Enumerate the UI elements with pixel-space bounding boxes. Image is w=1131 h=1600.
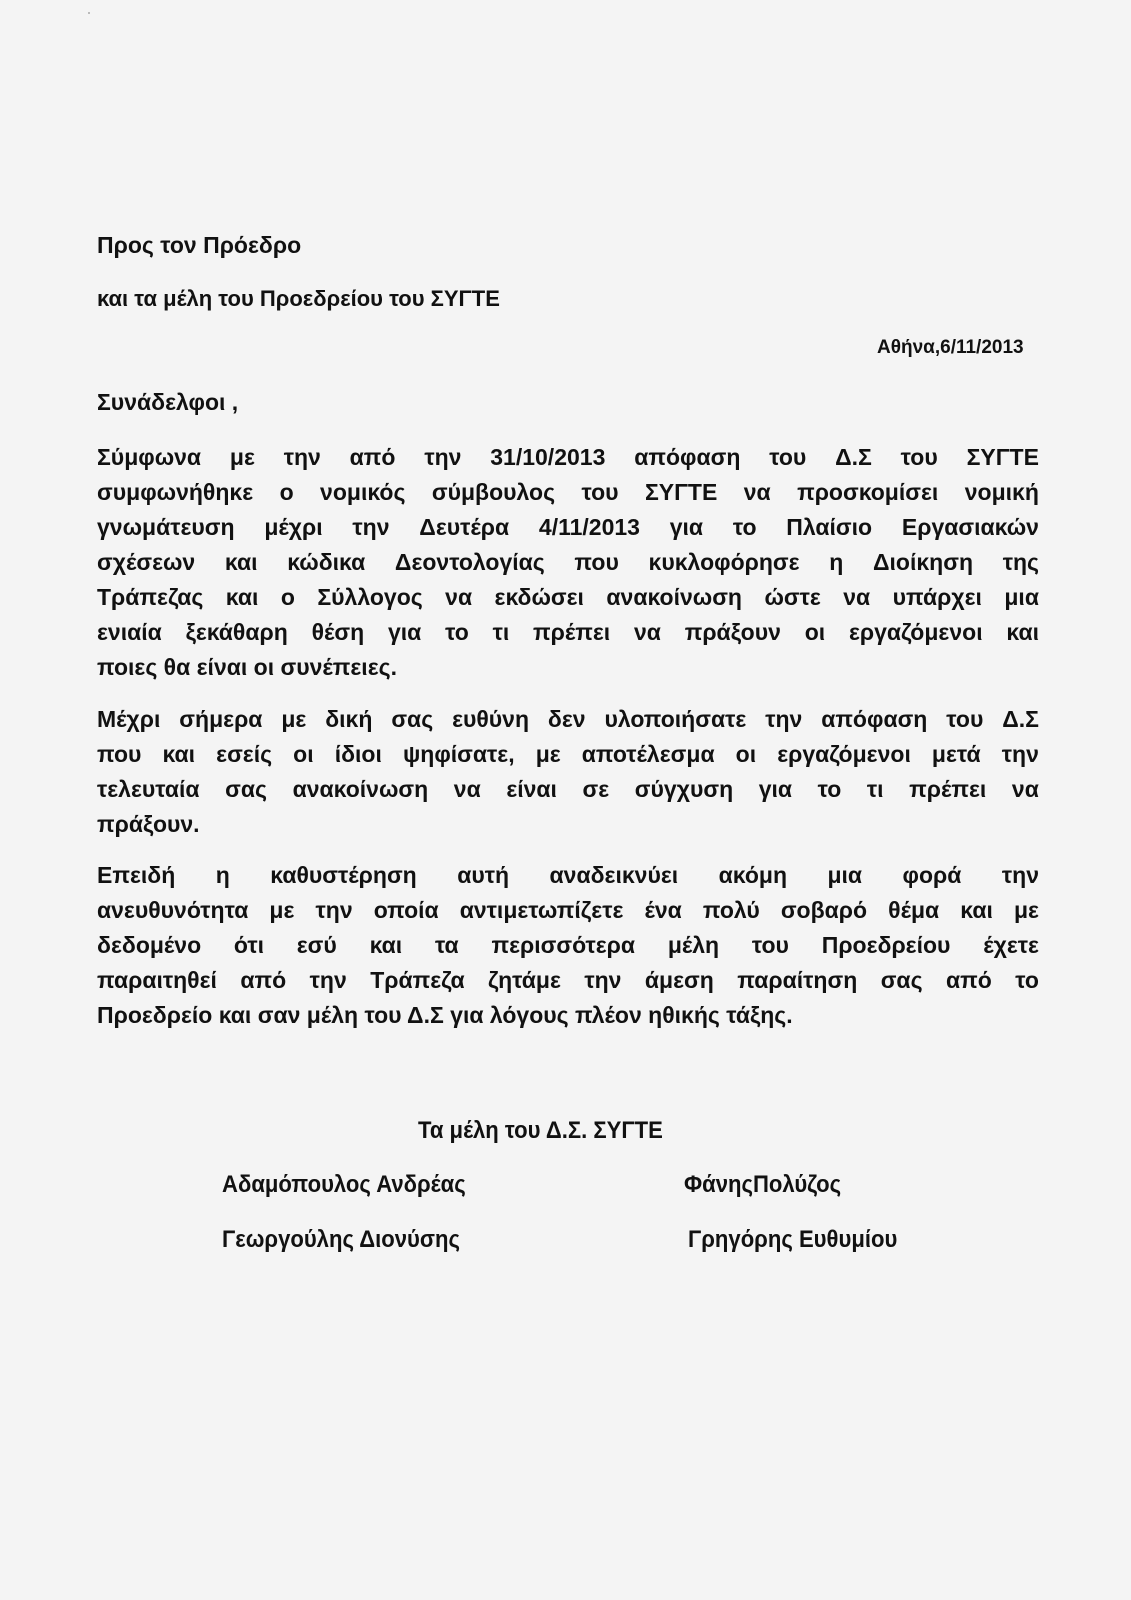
word: σοβαρό	[780, 897, 868, 923]
word: είναι	[506, 776, 557, 802]
word: Σύμφωνα	[97, 444, 202, 470]
signature-name: ΦάνηςΠολύζος	[684, 1171, 842, 1198]
word: του	[946, 706, 984, 732]
paragraph-line	[97, 583, 1039, 611]
word: εργαζόμενοι	[848, 619, 983, 645]
word: κώδικα	[287, 549, 366, 575]
word: πρέπει	[533, 619, 611, 645]
word: καθυστέρηση	[270, 862, 417, 888]
scan-speck	[88, 12, 90, 14]
word: Σύλλογος	[317, 584, 423, 610]
word: ξεκάθαρη	[185, 619, 288, 645]
word: και	[225, 584, 259, 610]
word: και	[960, 897, 993, 923]
word: τι	[492, 619, 510, 645]
signature-name: Γεωργούλης Διονύσης	[222, 1226, 460, 1253]
word: σύμβουλος	[431, 479, 556, 505]
word: την	[352, 514, 390, 540]
signature-name: Αδαμόπουλος Ανδρέας	[222, 1171, 466, 1198]
paragraph-line	[97, 966, 1039, 994]
word: Δευτέρα	[419, 514, 510, 540]
word: μετά	[931, 741, 981, 767]
word: με	[535, 741, 561, 767]
word: το	[445, 619, 469, 645]
word: ίδιοι	[334, 741, 382, 767]
word: Δεοντολογίας	[394, 549, 545, 575]
paragraph-line	[97, 548, 1039, 576]
word: με	[269, 897, 295, 923]
word: 31/10/2013	[490, 444, 606, 470]
paragraph-line: ποιες θα είναι οι συνέπειες.	[97, 654, 397, 680]
word: με	[1013, 897, 1039, 923]
word: σήμερα	[179, 706, 263, 732]
word: για	[669, 514, 704, 540]
word: ΣΥΓΤΕ	[644, 479, 718, 505]
word: αναδεικνύει	[549, 862, 679, 888]
word: να	[445, 584, 473, 610]
word: του	[769, 444, 807, 470]
word: να	[743, 479, 771, 505]
word: του	[751, 932, 789, 958]
word: που	[97, 741, 142, 767]
paragraph-line: Προεδρείο και σαν μέλη του Δ.Σ για λόγους πλέον ηθικής τάξης.	[97, 1002, 793, 1028]
word: ο	[280, 584, 295, 610]
recipient-line-1: Προς τον Πρόεδρο	[97, 232, 302, 258]
word: να	[633, 619, 661, 645]
word: την	[1001, 741, 1039, 767]
word: εσείς	[216, 741, 273, 767]
word: αποτέλεσμα	[581, 741, 715, 767]
word: 4/11/2013	[538, 514, 640, 540]
word: έχετε	[983, 932, 1039, 958]
signature-name: Γρηγόρης Ευθυμίου	[688, 1226, 898, 1253]
word: τα	[434, 932, 459, 958]
word: την	[765, 706, 803, 732]
word: Επειδή	[97, 862, 176, 888]
word: που	[574, 549, 619, 575]
word: πρέπει	[909, 776, 987, 802]
word: απόφαση	[821, 706, 928, 732]
word: με	[229, 444, 255, 470]
paragraph-line	[97, 705, 1039, 733]
word: το	[1015, 967, 1039, 993]
word: το	[732, 514, 757, 540]
paragraph-line	[97, 443, 1039, 471]
word: τι	[866, 776, 884, 802]
paragraph-line	[97, 618, 1039, 646]
word: να	[1011, 776, 1039, 802]
word: θέμα	[888, 897, 940, 923]
word: την	[309, 967, 347, 993]
word: την	[1001, 862, 1039, 888]
word: ανακοίνωση	[292, 776, 429, 802]
word: Προεδρείου	[821, 932, 951, 958]
word: ΣΥΓΤΕ	[966, 444, 1039, 470]
word: Διοίκηση	[872, 549, 974, 575]
word: Πλαίσιο	[786, 514, 873, 540]
word: σύγχυση	[634, 776, 734, 802]
word: οι	[804, 619, 826, 645]
word: παραιτηθεί	[97, 967, 217, 993]
word: ο	[279, 479, 294, 505]
paragraph-line	[97, 513, 1039, 541]
word: σας	[880, 967, 923, 993]
word: την	[584, 967, 622, 993]
word: άμεση	[644, 967, 714, 993]
word: νομικός	[320, 479, 406, 505]
recipient-line-2: και τα μέλη του Προεδρείου του ΣΥΓΤΕ	[97, 286, 500, 311]
word: μια	[827, 862, 863, 888]
word: ενιαία	[97, 619, 162, 645]
word: από	[240, 967, 287, 993]
word: ανευθυνότητα	[97, 897, 249, 923]
word: Δ.Σ	[835, 444, 872, 470]
word: Εργασιακών	[901, 514, 1039, 540]
word: το	[817, 776, 842, 802]
word: εκδώσει	[494, 584, 584, 610]
word: για	[758, 776, 793, 802]
word: πράξουν	[684, 619, 781, 645]
word: ότι	[233, 932, 264, 958]
word: πολύ	[702, 897, 760, 923]
word: κυκλοφόρησε	[648, 549, 800, 575]
word: σας	[225, 776, 268, 802]
word: υλοποιήσατε	[604, 706, 747, 732]
word: σας	[391, 706, 434, 732]
word: υπάρχει	[892, 584, 982, 610]
word: ευθύνη	[452, 706, 530, 732]
word: και	[162, 741, 196, 767]
word: μια	[1004, 584, 1039, 610]
paragraph-line: πράξουν.	[97, 811, 200, 837]
word: για	[387, 619, 422, 645]
word: Τράπεζα	[370, 967, 465, 993]
word: και	[1006, 619, 1039, 645]
word: οι	[293, 741, 314, 767]
word: και	[224, 549, 258, 575]
signature-heading: Τα μέλη του Δ.Σ. ΣΥΓΤΕ	[418, 1117, 663, 1144]
word: οποία	[373, 897, 439, 923]
word: δεδομένο	[97, 932, 202, 958]
word: με	[281, 706, 307, 732]
salutation: Συνάδελφοι ,	[97, 389, 239, 415]
word: εργαζόμενοι	[777, 741, 911, 767]
word: συμφωνήθηκε	[97, 479, 254, 505]
word: και	[369, 932, 403, 958]
word: τελευταία	[97, 776, 200, 802]
word: ακόμη	[718, 862, 787, 888]
word: περισσότερα	[491, 932, 636, 958]
paragraph-line	[97, 931, 1039, 959]
word: ανακοίνωση	[606, 584, 742, 610]
word: της	[1002, 549, 1039, 575]
word: από	[349, 444, 396, 470]
paragraph-line	[97, 896, 1039, 924]
word: ζητάμε	[488, 967, 561, 993]
word: την	[283, 444, 321, 470]
word: σε	[582, 776, 610, 802]
word: την	[315, 897, 353, 923]
word: να	[843, 584, 871, 610]
paragraph-line	[97, 478, 1039, 506]
word: προσκομίσει	[797, 479, 939, 505]
paragraph-line	[97, 861, 1039, 889]
word: Μέχρι	[97, 706, 161, 732]
word: του	[581, 479, 619, 505]
word: την	[424, 444, 462, 470]
paragraph-line	[97, 740, 1039, 768]
word: ώστε	[764, 584, 821, 610]
word: οι	[735, 741, 757, 767]
word: γνωμάτευση	[97, 514, 235, 540]
word: ψηφίσατε,	[402, 741, 515, 767]
paragraph-line	[97, 775, 1039, 803]
word: του	[900, 444, 938, 470]
word: Δ.Σ	[1002, 706, 1039, 732]
word: αντιμετωπίζετε	[459, 897, 624, 923]
word: από	[946, 967, 992, 993]
word: να	[453, 776, 481, 802]
word: παραίτηση	[737, 967, 858, 993]
word: Τράπεζας	[97, 584, 204, 610]
word: μέλη	[667, 932, 720, 958]
word: δική	[325, 706, 373, 732]
word: θέση	[311, 619, 365, 645]
word: μέχρι	[264, 514, 323, 540]
word: δεν	[547, 706, 586, 732]
word: νομική	[964, 479, 1039, 505]
word: εσύ	[296, 932, 337, 958]
word: αυτή	[457, 862, 510, 888]
word: φορά	[902, 862, 962, 888]
word: ένα	[644, 897, 682, 923]
word: απόφαση	[634, 444, 741, 470]
word: σχέσεων	[97, 549, 196, 575]
word: η	[215, 862, 230, 888]
word: η	[829, 549, 844, 575]
place-date: Αθήνα,6/11/2013	[877, 337, 1024, 358]
